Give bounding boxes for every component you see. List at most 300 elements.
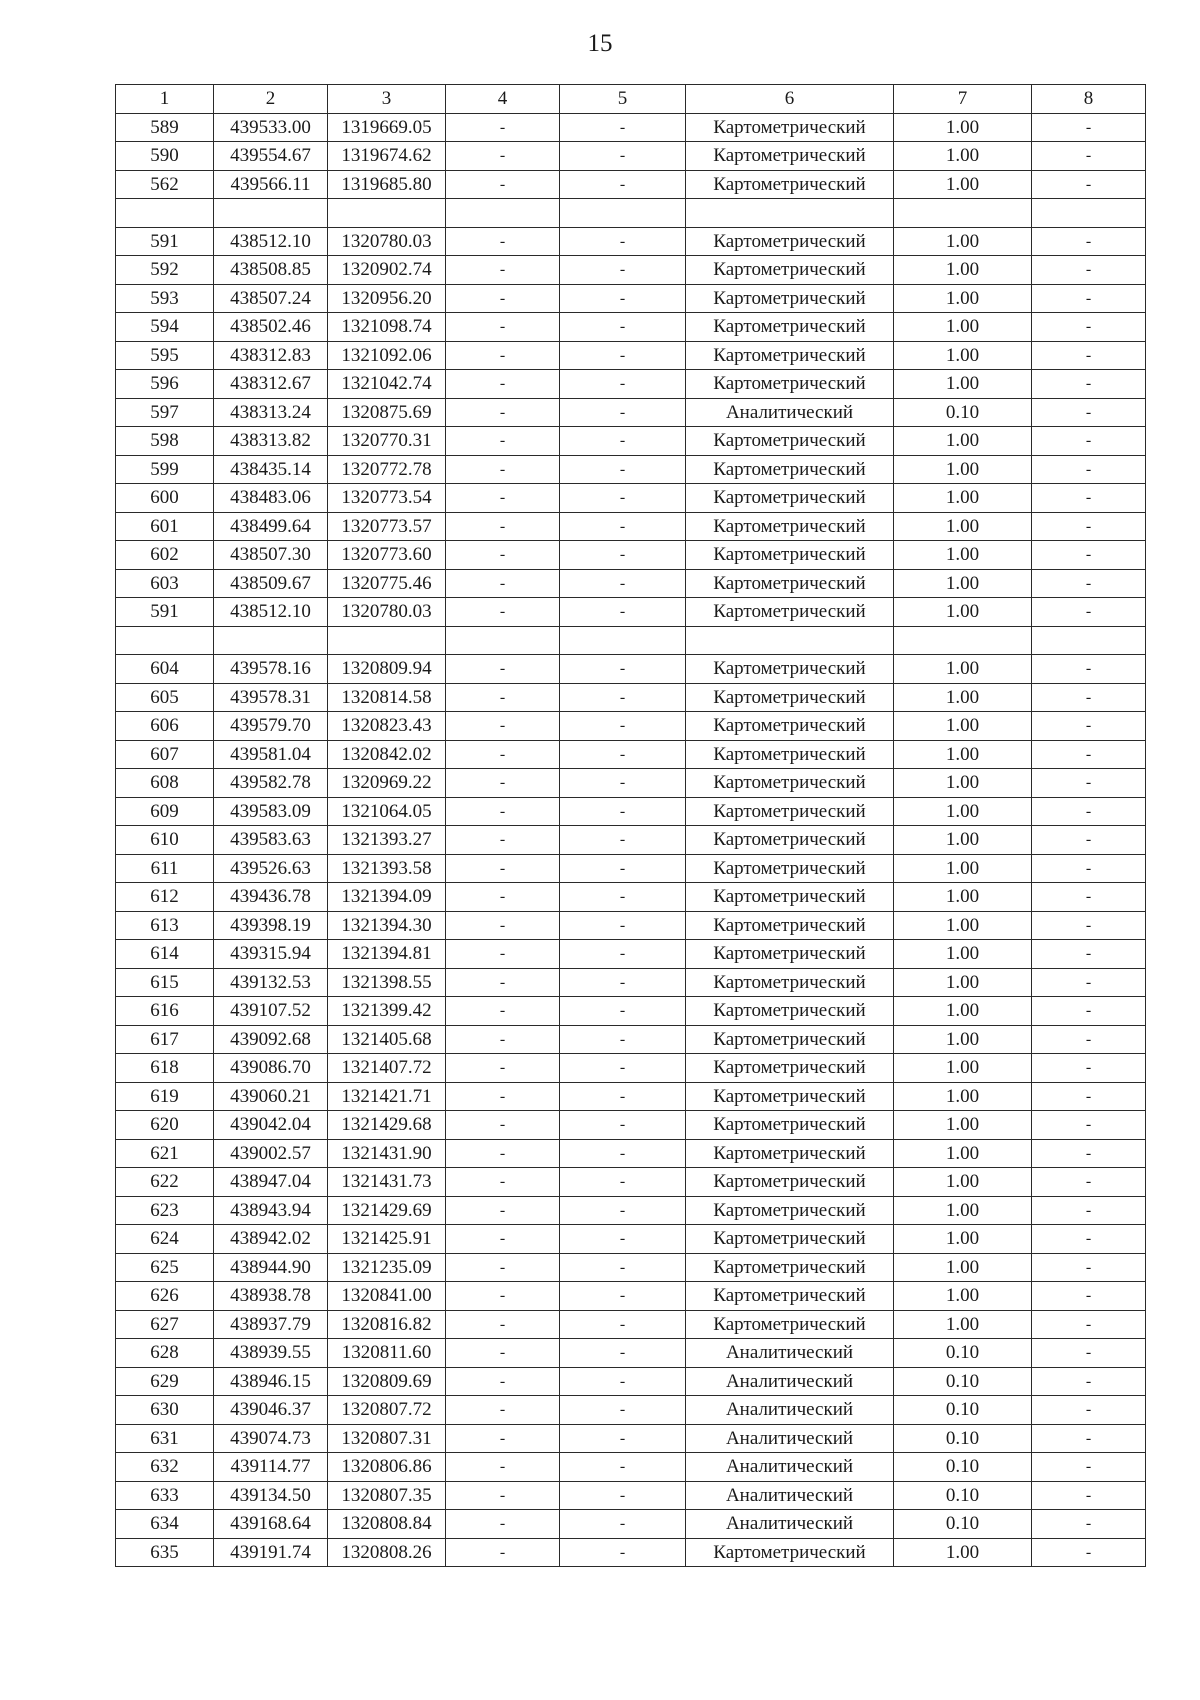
cell-col-5: -: [560, 569, 686, 598]
cell-y-coordinate: 1320807.35: [328, 1481, 446, 1510]
cell-col-4: -: [446, 598, 560, 627]
cell-x-coordinate: 438937.79: [214, 1310, 328, 1339]
cell-x-coordinate: 439002.57: [214, 1139, 328, 1168]
cell-y-coordinate: 1320808.26: [328, 1538, 446, 1567]
header-col-5: 5: [560, 85, 686, 114]
separator-row: [116, 199, 1146, 228]
cell-x-coordinate: 439074.73: [214, 1424, 328, 1453]
cell-point-number: 605: [116, 683, 214, 712]
table-row: [116, 1253, 1146, 1282]
cell-point-number: 612: [116, 883, 214, 912]
cell-col-8: -: [1032, 284, 1146, 313]
cell-x-coordinate: 438435.14: [214, 455, 328, 484]
header-x-coordinate: 2: [214, 85, 328, 114]
cell-col-8: -: [1032, 911, 1146, 940]
cell-col-5: -: [560, 1253, 686, 1282]
cell-col-4: -: [446, 541, 560, 570]
cell-col-4: -: [446, 911, 560, 940]
cell-y-coordinate: 1321393.27: [328, 826, 446, 855]
cell-col-8: -: [1032, 712, 1146, 741]
cell-col-4: -: [446, 826, 560, 855]
cell-col-5: -: [560, 313, 686, 342]
cell-method: Картометрический: [686, 854, 894, 883]
cell-col-4: -: [446, 683, 560, 712]
cell-method: Картометрический: [686, 1538, 894, 1567]
cell-point-number: 620: [116, 1111, 214, 1140]
cell-method: Картометрический: [686, 940, 894, 969]
cell-accuracy: 1.00: [894, 797, 1032, 826]
cell-col-4: -: [446, 284, 560, 313]
cell-method: Картометрический: [686, 1196, 894, 1225]
header-col-8: 8: [1032, 85, 1146, 114]
cell-y-coordinate: 1321405.68: [328, 1025, 446, 1054]
cell-x-coordinate: 438507.30: [214, 541, 328, 570]
cell-accuracy: 0.10: [894, 1396, 1032, 1425]
cell-x-coordinate: 439060.21: [214, 1082, 328, 1111]
cell-col-5: -: [560, 284, 686, 313]
cell-point-number: [116, 199, 214, 228]
table-row: [116, 1510, 1146, 1539]
cell-x-coordinate: 439436.78: [214, 883, 328, 912]
cell-col-8: -: [1032, 1396, 1146, 1425]
cell-col-8: -: [1032, 541, 1146, 570]
cell-accuracy: 1.00: [894, 1253, 1032, 1282]
cell-accuracy: [894, 199, 1032, 228]
cell-col-4: [446, 199, 560, 228]
cell-accuracy: 1.00: [894, 940, 1032, 969]
cell-accuracy: 1.00: [894, 341, 1032, 370]
cell-y-coordinate: 1319669.05: [328, 113, 446, 142]
cell-x-coordinate: [214, 626, 328, 655]
table-row: [116, 512, 1146, 541]
cell-y-coordinate: 1320809.94: [328, 655, 446, 684]
cell-x-coordinate: 439578.16: [214, 655, 328, 684]
cell-col-8: -: [1032, 1339, 1146, 1368]
cell-col-5: -: [560, 1481, 686, 1510]
cell-col-4: -: [446, 313, 560, 342]
table-row: [116, 1310, 1146, 1339]
cell-col-8: -: [1032, 569, 1146, 598]
cell-col-8: -: [1032, 398, 1146, 427]
cell-col-4: -: [446, 370, 560, 399]
cell-x-coordinate: 439583.09: [214, 797, 328, 826]
cell-accuracy: 1.00: [894, 227, 1032, 256]
cell-point-number: 599: [116, 455, 214, 484]
cell-x-coordinate: 438942.02: [214, 1225, 328, 1254]
cell-col-8: -: [1032, 1225, 1146, 1254]
cell-col-5: -: [560, 541, 686, 570]
table-row: [116, 854, 1146, 883]
cell-col-5: -: [560, 256, 686, 285]
cell-col-5: -: [560, 341, 686, 370]
cell-accuracy: 0.10: [894, 1510, 1032, 1539]
cell-accuracy: 1.00: [894, 1282, 1032, 1311]
cell-method: Картометрический: [686, 826, 894, 855]
cell-x-coordinate: 438938.78: [214, 1282, 328, 1311]
cell-col-8: -: [1032, 655, 1146, 684]
cell-col-4: -: [446, 1225, 560, 1254]
cell-y-coordinate: [328, 626, 446, 655]
cell-col-5: -: [560, 512, 686, 541]
cell-col-8: -: [1032, 883, 1146, 912]
cell-accuracy: 0.10: [894, 1339, 1032, 1368]
cell-method: Картометрический: [686, 370, 894, 399]
cell-point-number: 606: [116, 712, 214, 741]
table-row: [116, 113, 1146, 142]
table-row: [116, 1282, 1146, 1311]
cell-y-coordinate: 1320956.20: [328, 284, 446, 313]
cell-point-number: 635: [116, 1538, 214, 1567]
cell-accuracy: 1.00: [894, 1111, 1032, 1140]
cell-point-number: 614: [116, 940, 214, 969]
cell-x-coordinate: 439533.00: [214, 113, 328, 142]
table-row: [116, 227, 1146, 256]
table-row: [116, 1168, 1146, 1197]
cell-col-5: -: [560, 455, 686, 484]
cell-point-number: 629: [116, 1367, 214, 1396]
cell-x-coordinate: 438313.82: [214, 427, 328, 456]
cell-x-coordinate: 438512.10: [214, 598, 328, 627]
cell-col-4: -: [446, 712, 560, 741]
cell-col-5: -: [560, 1082, 686, 1111]
cell-point-number: 608: [116, 769, 214, 798]
cell-col-4: -: [446, 1453, 560, 1482]
table-row: [116, 313, 1146, 342]
cell-y-coordinate: 1320772.78: [328, 455, 446, 484]
cell-col-5: -: [560, 968, 686, 997]
cell-col-4: -: [446, 256, 560, 285]
cell-col-4: -: [446, 455, 560, 484]
cell-accuracy: 0.10: [894, 1367, 1032, 1396]
cell-y-coordinate: 1320814.58: [328, 683, 446, 712]
cell-col-8: -: [1032, 484, 1146, 513]
cell-col-5: -: [560, 484, 686, 513]
cell-y-coordinate: 1321398.55: [328, 968, 446, 997]
cell-y-coordinate: 1319674.62: [328, 142, 446, 171]
cell-y-coordinate: 1321425.91: [328, 1225, 446, 1254]
cell-y-coordinate: 1321393.58: [328, 854, 446, 883]
cell-accuracy: 1.00: [894, 455, 1032, 484]
table-row: [116, 1196, 1146, 1225]
cell-col-5: -: [560, 1339, 686, 1368]
cell-point-number: 591: [116, 227, 214, 256]
header-y-coordinate: 3: [328, 85, 446, 114]
cell-method: [686, 199, 894, 228]
cell-y-coordinate: 1320809.69: [328, 1367, 446, 1396]
table-row: [116, 1139, 1146, 1168]
cell-x-coordinate: 439566.11: [214, 170, 328, 199]
cell-accuracy: 1.00: [894, 427, 1032, 456]
cell-col-4: -: [446, 1168, 560, 1197]
cell-col-4: -: [446, 1025, 560, 1054]
table-row: [116, 256, 1146, 285]
cell-col-4: -: [446, 398, 560, 427]
cell-y-coordinate: 1321399.42: [328, 997, 446, 1026]
cell-accuracy: 1.00: [894, 1054, 1032, 1083]
cell-method: [686, 626, 894, 655]
cell-col-8: -: [1032, 1282, 1146, 1311]
table-row: [116, 655, 1146, 684]
cell-accuracy: 0.10: [894, 398, 1032, 427]
header-accuracy: 7: [894, 85, 1032, 114]
cell-accuracy: 1.00: [894, 1139, 1032, 1168]
cell-col-5: -: [560, 1196, 686, 1225]
cell-y-coordinate: 1320902.74: [328, 256, 446, 285]
cell-x-coordinate: 439579.70: [214, 712, 328, 741]
cell-col-4: -: [446, 1054, 560, 1083]
cell-point-number: 596: [116, 370, 214, 399]
cell-x-coordinate: 439578.31: [214, 683, 328, 712]
cell-point-number: 611: [116, 854, 214, 883]
cell-accuracy: 1.00: [894, 113, 1032, 142]
cell-col-8: -: [1032, 769, 1146, 798]
cell-col-4: -: [446, 484, 560, 513]
cell-col-4: -: [446, 1510, 560, 1539]
cell-y-coordinate: 1320773.54: [328, 484, 446, 513]
table-row: [116, 569, 1146, 598]
table-row: [116, 1367, 1146, 1396]
cell-col-8: -: [1032, 1111, 1146, 1140]
cell-col-4: -: [446, 113, 560, 142]
table-row: [116, 968, 1146, 997]
table-row: [116, 370, 1146, 399]
table-row: [116, 398, 1146, 427]
cell-col-5: -: [560, 1139, 686, 1168]
cell-accuracy: [894, 626, 1032, 655]
cell-method: Картометрический: [686, 427, 894, 456]
cell-col-5: -: [560, 427, 686, 456]
cell-x-coordinate: [214, 199, 328, 228]
cell-x-coordinate: 439581.04: [214, 740, 328, 769]
cell-col-5: -: [560, 227, 686, 256]
cell-y-coordinate: 1321431.73: [328, 1168, 446, 1197]
cell-col-8: -: [1032, 1139, 1146, 1168]
cell-method: Аналитический: [686, 1339, 894, 1368]
cell-col-5: -: [560, 655, 686, 684]
cell-col-5: -: [560, 683, 686, 712]
cell-accuracy: 1.00: [894, 256, 1032, 285]
cell-point-number: 619: [116, 1082, 214, 1111]
cell-col-5: -: [560, 1396, 686, 1425]
cell-point-number: 591: [116, 598, 214, 627]
cell-method: Картометрический: [686, 1253, 894, 1282]
cell-col-4: -: [446, 1139, 560, 1168]
cell-method: Картометрический: [686, 598, 894, 627]
cell-accuracy: 1.00: [894, 1196, 1032, 1225]
cell-y-coordinate: 1320875.69: [328, 398, 446, 427]
cell-point-number: 625: [116, 1253, 214, 1282]
cell-accuracy: 1.00: [894, 1225, 1032, 1254]
cell-y-coordinate: 1320780.03: [328, 227, 446, 256]
cell-accuracy: 0.10: [894, 1453, 1032, 1482]
table-row: [116, 427, 1146, 456]
table-body: [116, 85, 1146, 1567]
header-col-4: 4: [446, 85, 560, 114]
cell-col-8: -: [1032, 968, 1146, 997]
table-row: [116, 1054, 1146, 1083]
table-row: [116, 712, 1146, 741]
cell-col-8: -: [1032, 797, 1146, 826]
table-row: [116, 769, 1146, 798]
cell-method: Картометрический: [686, 1310, 894, 1339]
cell-y-coordinate: 1321092.06: [328, 341, 446, 370]
cell-col-8: -: [1032, 854, 1146, 883]
cell-col-5: -: [560, 1453, 686, 1482]
cell-x-coordinate: 439046.37: [214, 1396, 328, 1425]
cell-x-coordinate: 438312.83: [214, 341, 328, 370]
table-row: [116, 341, 1146, 370]
cell-accuracy: 1.00: [894, 541, 1032, 570]
table-row: [116, 1424, 1146, 1453]
cell-col-8: -: [1032, 1054, 1146, 1083]
table-row: [116, 683, 1146, 712]
cell-y-coordinate: 1320842.02: [328, 740, 446, 769]
cell-method: Картометрический: [686, 655, 894, 684]
cell-col-4: -: [446, 1111, 560, 1140]
cell-y-coordinate: 1320775.46: [328, 569, 446, 598]
cell-point-number: 617: [116, 1025, 214, 1054]
cell-y-coordinate: 1321064.05: [328, 797, 446, 826]
cell-x-coordinate: 439315.94: [214, 940, 328, 969]
cell-method: Картометрический: [686, 1054, 894, 1083]
cell-accuracy: 1.00: [894, 313, 1032, 342]
cell-method: Картометрический: [686, 569, 894, 598]
cell-col-8: -: [1032, 1253, 1146, 1282]
cell-point-number: 613: [116, 911, 214, 940]
table-row: [116, 826, 1146, 855]
cell-col-4: -: [446, 569, 560, 598]
cell-method: Картометрический: [686, 227, 894, 256]
cell-col-5: [560, 626, 686, 655]
cell-method: Картометрический: [686, 113, 894, 142]
cell-x-coordinate: 439191.74: [214, 1538, 328, 1567]
cell-col-8: -: [1032, 455, 1146, 484]
cell-point-number: 621: [116, 1139, 214, 1168]
cell-point-number: 618: [116, 1054, 214, 1083]
cell-point-number: 628: [116, 1339, 214, 1368]
cell-method: Картометрический: [686, 1111, 894, 1140]
cell-col-4: -: [446, 1082, 560, 1111]
cell-point-number: 589: [116, 113, 214, 142]
cell-y-coordinate: 1321098.74: [328, 313, 446, 342]
cell-point-number: 590: [116, 142, 214, 171]
cell-point-number: 604: [116, 655, 214, 684]
table-row: [116, 455, 1146, 484]
cell-x-coordinate: 439086.70: [214, 1054, 328, 1083]
cell-col-8: -: [1032, 170, 1146, 199]
cell-method: Картометрический: [686, 1168, 894, 1197]
header-method: 6: [686, 85, 894, 114]
cell-y-coordinate: 1321429.68: [328, 1111, 446, 1140]
cell-x-coordinate: 438944.90: [214, 1253, 328, 1282]
cell-method: Картометрический: [686, 455, 894, 484]
cell-method: Аналитический: [686, 1510, 894, 1539]
cell-col-4: -: [446, 1282, 560, 1311]
cell-col-8: -: [1032, 997, 1146, 1026]
cell-x-coordinate: 438502.46: [214, 313, 328, 342]
cell-col-4: -: [446, 940, 560, 969]
cell-method: Картометрический: [686, 341, 894, 370]
cell-col-5: -: [560, 170, 686, 199]
cell-method: Картометрический: [686, 284, 894, 313]
cell-col-8: -: [1032, 598, 1146, 627]
cell-point-number: 632: [116, 1453, 214, 1482]
cell-point-number: 623: [116, 1196, 214, 1225]
cell-col-5: [560, 199, 686, 228]
cell-point-number: 626: [116, 1282, 214, 1311]
table-row: [116, 1339, 1146, 1368]
cell-x-coordinate: 439554.67: [214, 142, 328, 171]
cell-col-5: -: [560, 1424, 686, 1453]
cell-y-coordinate: 1320773.57: [328, 512, 446, 541]
cell-x-coordinate: 439398.19: [214, 911, 328, 940]
table-row: [116, 883, 1146, 912]
cell-col-8: -: [1032, 1453, 1146, 1482]
cell-method: Картометрический: [686, 1225, 894, 1254]
cell-point-number: 627: [116, 1310, 214, 1339]
cell-y-coordinate: 1320770.31: [328, 427, 446, 456]
cell-col-5: -: [560, 1111, 686, 1140]
cell-point-number: 615: [116, 968, 214, 997]
cell-point-number: 600: [116, 484, 214, 513]
cell-y-coordinate: 1320807.31: [328, 1424, 446, 1453]
table-row: [116, 598, 1146, 627]
cell-col-5: -: [560, 740, 686, 769]
cell-col-8: [1032, 199, 1146, 228]
cell-y-coordinate: 1320841.00: [328, 1282, 446, 1311]
cell-method: Картометрический: [686, 1025, 894, 1054]
cell-col-4: [446, 626, 560, 655]
cell-accuracy: 1.00: [894, 1082, 1032, 1111]
cell-col-8: -: [1032, 1196, 1146, 1225]
table-row: [116, 284, 1146, 313]
cell-method: Картометрический: [686, 883, 894, 912]
cell-point-number: 562: [116, 170, 214, 199]
cell-method: Картометрический: [686, 256, 894, 285]
cell-col-5: -: [560, 113, 686, 142]
cell-point-number: 593: [116, 284, 214, 313]
cell-col-8: -: [1032, 1424, 1146, 1453]
table-row: [116, 1481, 1146, 1510]
cell-point-number: 609: [116, 797, 214, 826]
cell-col-5: -: [560, 712, 686, 741]
cell-col-4: -: [446, 797, 560, 826]
cell-accuracy: 1.00: [894, 170, 1032, 199]
cell-accuracy: 1.00: [894, 997, 1032, 1026]
cell-col-8: -: [1032, 1367, 1146, 1396]
cell-col-5: -: [560, 1282, 686, 1311]
cell-accuracy: 1.00: [894, 883, 1032, 912]
cell-col-8: -: [1032, 1025, 1146, 1054]
cell-y-coordinate: 1321394.81: [328, 940, 446, 969]
cell-y-coordinate: 1320823.43: [328, 712, 446, 741]
table-row: [116, 1111, 1146, 1140]
cell-point-number: 594: [116, 313, 214, 342]
cell-method: Картометрический: [686, 968, 894, 997]
table-row: [116, 170, 1146, 199]
cell-col-8: -: [1032, 227, 1146, 256]
cell-col-5: -: [560, 370, 686, 399]
cell-point-number: 601: [116, 512, 214, 541]
coordinates-table: [115, 84, 1146, 1567]
cell-col-4: -: [446, 512, 560, 541]
table-row: [116, 940, 1146, 969]
cell-x-coordinate: 439526.63: [214, 854, 328, 883]
cell-method: Аналитический: [686, 1367, 894, 1396]
cell-y-coordinate: 1320773.60: [328, 541, 446, 570]
cell-point-number: 630: [116, 1396, 214, 1425]
cell-accuracy: 1.00: [894, 683, 1032, 712]
